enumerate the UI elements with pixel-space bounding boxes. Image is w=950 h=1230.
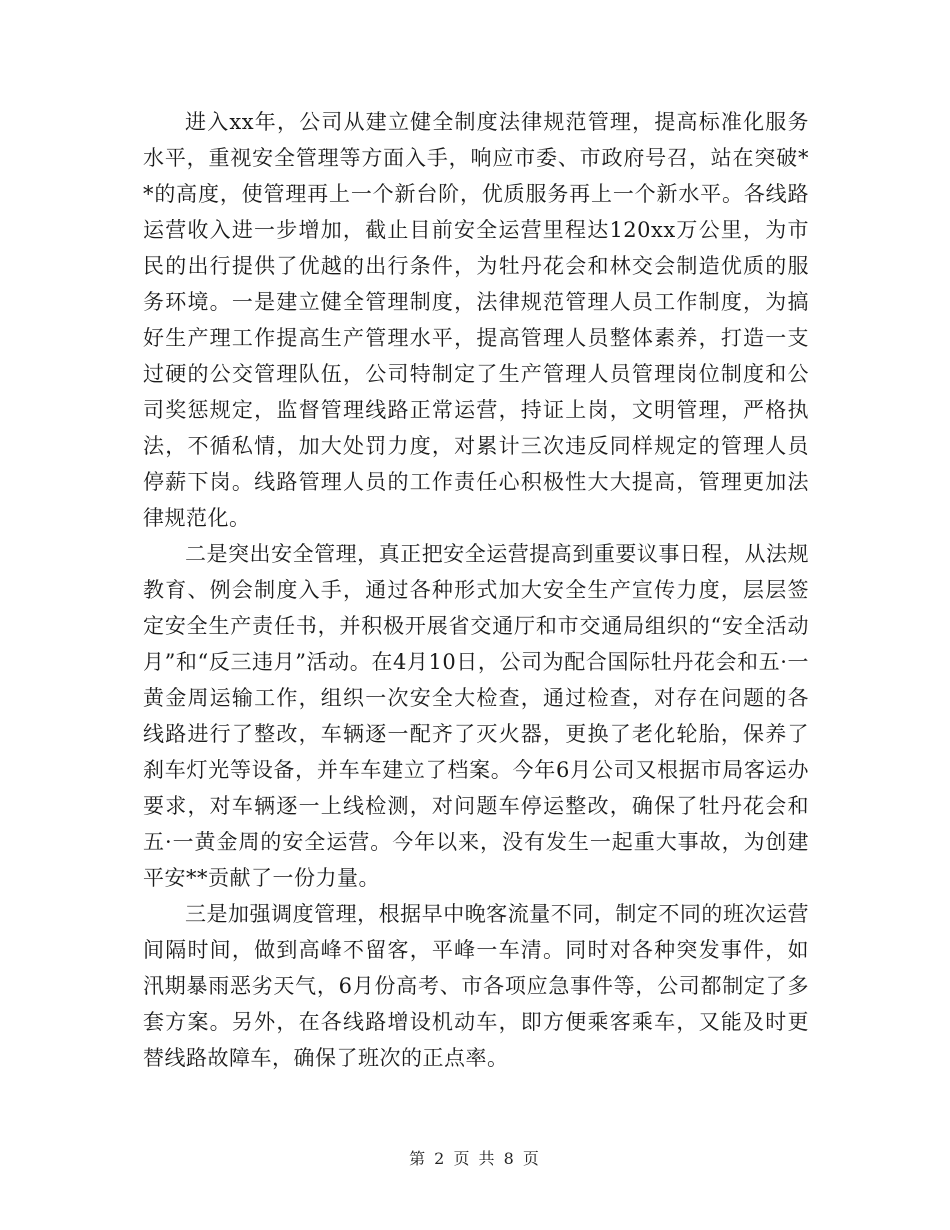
paragraph-2: 二是突出安全管理，真正把安全运营提高到重要议事日程，从法规教育、例会制度入手，通过各种形式加大安全生产宣传力度，层层签定安全生产责任书，并积极开展省交通厅和市交通局组织的“安全活动月”和“反三违月”活动。在4月10日，公司为配合国际牡丹花会和五·一黄金周运输工作，组织一次安全大检查，通过检查，对存在问题的各线路进行了整改，车辆逐一配齐了灭火器，更换了老化轮胎，保养了刹车灯光等设备，并车车建立了档案。今年6月公司又根据市局客运办要求，对车辆逐一上线检测，对问题车停运整改，确保了牡丹花会和五·一黄金周的安全运营。今年以来，没有发生一起重大事故，为创建平安**贡献了一份力量。 [143,542,809,890]
footer-prefix: 第 [409,1149,428,1168]
footer-suffix: 页 [522,1149,541,1168]
page-footer [0,1146,950,1169]
footer-middle: 页 共 [453,1149,497,1168]
document-body [143,104,809,1076]
paragraph-3: 三是加强调度管理，根据早中晚客流量不同，制定不同的班次运营间隔时间，做到高峰不留客，平峰一车清。同时对各种突发事件，如汛期暴雨恶劣天气，6月份高考、市各项应急事件等，公司都制定了多套方案。另外，在各线路增设机动车，即方便乘客乘车，又能及时更替线路故障车，确保了班次的正点率。 [143,902,809,1070]
paragraph-1: 进入xx年，公司从建立健全制度法律规范管理，提高标准化服务水平，重视安全管理等方面入手，响应市委、市政府号召，站在突破**的高度，使管理再上一个新台阶，优质服务再上一个新水平。各线路运营收入进一步增加，截止目前安全运营里程达120xx万公里，为市民的出行提供了优越的出行条件，为牡丹花会和林交会制造优质的服务环境。一是建立健全管理制度，法律规范管理人员工作制度，为搞好生产理工作提高生产管理水平，提高管理人员整体素养，打造一支过硬的公交管理队伍，公司特制定了生产管理人员管理岗位制度和公司奖惩规定，监督管理线路正常运营，持证上岗，文明管理，严格执法，不循私情，加大处罚力度，对累计三次违反同样规定的管理人员停薪下岗。线路管理人员的工作责任心积极性大大提高，管理更加法律规范化。 [143,110,809,530]
footer-total-pages: 8 [503,1149,516,1168]
footer-current-page: 2 [434,1149,447,1168]
